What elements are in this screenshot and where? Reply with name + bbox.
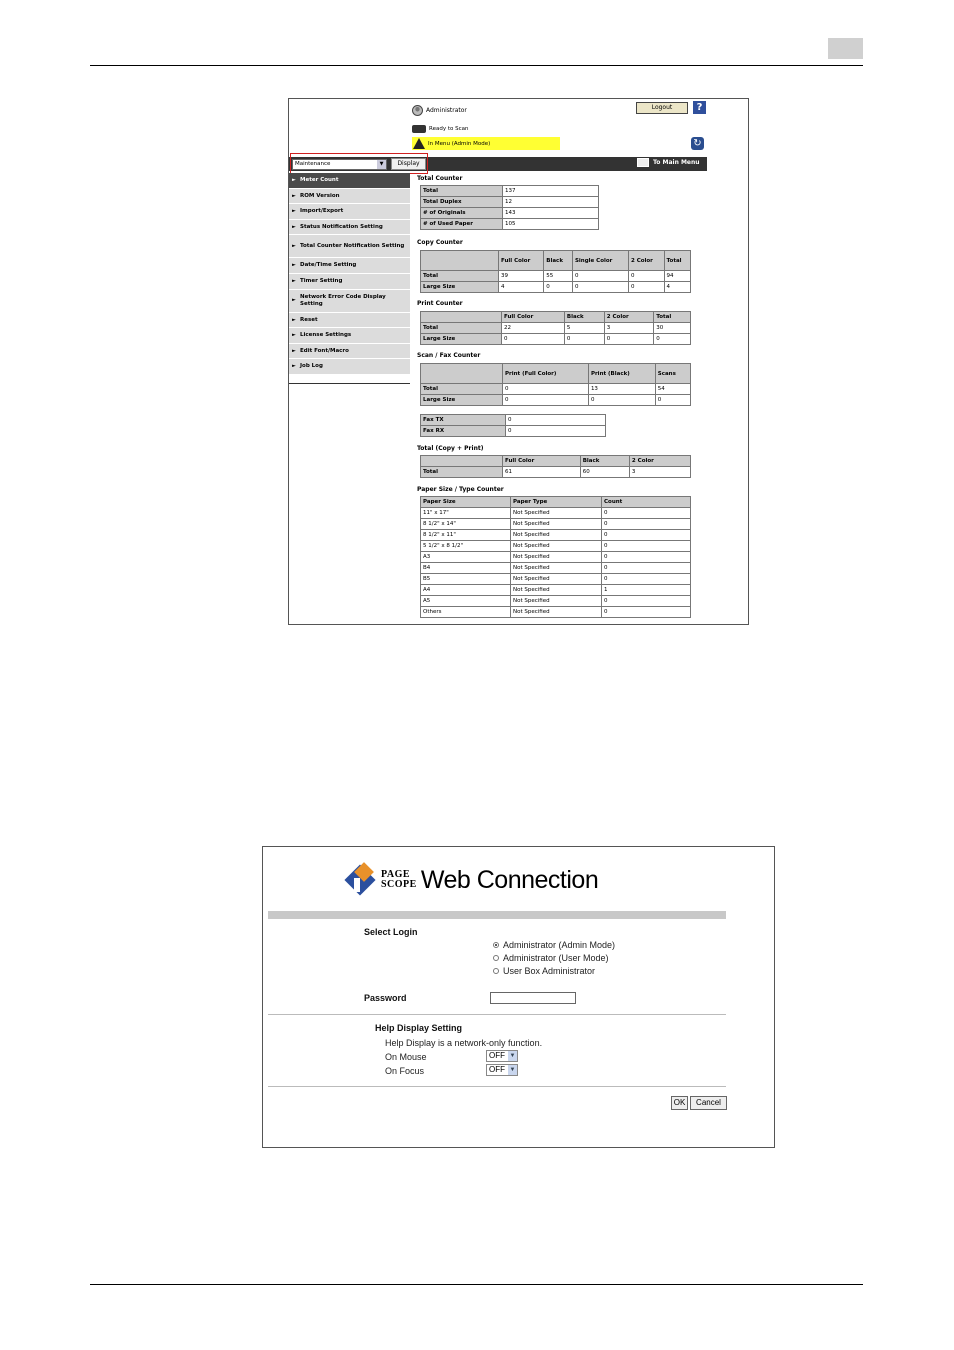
divider: [268, 1014, 726, 1015]
table-cell: 0: [588, 395, 655, 406]
table-cell: 0: [602, 596, 691, 607]
login-option-label: Administrator (Admin Mode): [503, 940, 616, 950]
print-counter-table: [420, 311, 691, 345]
total-counter-title: Total Counter: [417, 175, 463, 182]
copy-counter-table: [420, 250, 691, 293]
page-number-box: [828, 38, 863, 59]
paper-counter-table: [420, 496, 691, 618]
table-cell: Not Specified: [511, 596, 602, 607]
on-mouse-value: OFF: [489, 1051, 505, 1060]
table-cell: 0: [602, 574, 691, 585]
table-row: [421, 519, 691, 530]
total-copy-print-table: [420, 455, 691, 478]
table-header-row: [421, 456, 691, 467]
chevron-down-icon: ▼: [509, 1067, 516, 1073]
help-icon[interactable]: ?: [693, 101, 706, 114]
to-main-menu-link[interactable]: [637, 158, 700, 167]
admin-indicator: [412, 105, 467, 116]
table-cell: 0: [602, 508, 691, 519]
table-cell: Large Size: [421, 395, 503, 406]
help-display-note: Help Display is a network-only function.: [385, 1038, 543, 1048]
table-cell: 0: [655, 395, 690, 406]
sidebar-item-network-error-code[interactable]: ► Network Error Code Display Setting: [289, 290, 410, 313]
table-header: 2 Color: [628, 251, 664, 271]
table-cell: 0: [572, 282, 628, 293]
scan-fax-counter-table: [420, 363, 691, 406]
footer-rule: [90, 1284, 863, 1285]
sidebar-item-meter-count[interactable]: ► Meter Count: [289, 173, 410, 189]
logo-small-text: [381, 870, 417, 890]
total-copy-print-title: Total (Copy + Print): [417, 445, 484, 452]
table-cell: 8 1/2" x 14": [421, 519, 511, 530]
table-cell: 0: [602, 541, 691, 552]
table-cell: 3: [604, 323, 653, 334]
table-cell: Fax TX: [421, 415, 506, 426]
table-header: [421, 251, 499, 271]
pagescope-logo: [349, 865, 598, 895]
table-cell: A3: [421, 552, 511, 563]
to-main-menu-label: To Main Menu: [653, 159, 700, 166]
table-cell: Total: [421, 271, 499, 282]
table-row: [421, 607, 691, 618]
table-cell: 8 1/2" x 11": [421, 530, 511, 541]
login-screenshot: [262, 846, 775, 1148]
select-login-label: Select Login: [364, 927, 418, 937]
logo-web-connection-text: Web Connection: [420, 865, 599, 894]
table-cell: A5: [421, 596, 511, 607]
table-cell: 39: [499, 271, 544, 282]
table-cell: 105: [503, 219, 599, 230]
main-menu-icon: [637, 158, 649, 167]
login-option-user-box-admin[interactable]: [493, 966, 595, 976]
table-row: [421, 282, 691, 293]
highlight-frame: [290, 153, 428, 174]
sidebar-item-job-log[interactable]: ► Job Log: [289, 359, 410, 375]
chevron-down-icon: ▼: [377, 160, 386, 169]
table-cell: 94: [664, 271, 690, 282]
table-row: [421, 563, 691, 574]
table-cell: 0: [503, 395, 589, 406]
admin-label: Administrator: [426, 107, 467, 114]
administrator-icon: [412, 105, 423, 116]
table-header: 2 Color: [604, 312, 653, 323]
table-row: [421, 530, 691, 541]
table-header: Total: [664, 251, 690, 271]
table-cell: 30: [654, 323, 691, 334]
sidebar-item-import-export[interactable]: ► Import/Export: [289, 204, 410, 220]
sidebar-item-license[interactable]: ► License Settings: [289, 328, 410, 344]
table-cell: 0: [628, 282, 664, 293]
table-cell: 4: [499, 282, 544, 293]
logo-scope-text: SCOPE: [381, 879, 417, 890]
meter-count-screenshot: [288, 98, 749, 625]
table-header: [421, 456, 503, 467]
ok-button[interactable]: OK: [671, 1096, 688, 1110]
table-cell: Not Specified: [511, 552, 602, 563]
ready-status: [412, 125, 468, 133]
table-cell: 0: [544, 282, 573, 293]
table-cell: Not Specified: [511, 585, 602, 596]
radio-icon[interactable]: [493, 955, 499, 961]
table-row: [421, 186, 599, 197]
table-cell: 0: [503, 384, 589, 395]
table-cell: Large Size: [421, 282, 499, 293]
table-cell: 137: [503, 186, 599, 197]
sidebar-item-timer[interactable]: ► Timer Setting: [289, 274, 410, 290]
table-cell: 0: [628, 271, 664, 282]
table-header: [421, 364, 503, 384]
table-cell: Total: [421, 384, 503, 395]
table-cell: Not Specified: [511, 563, 602, 574]
table-row: [421, 467, 691, 478]
table-header: Full Color: [502, 312, 565, 323]
on-mouse-label: On Mouse: [385, 1052, 427, 1062]
on-mouse-select[interactable]: [486, 1050, 518, 1062]
sidebar-item-edit-font-macro[interactable]: ► Edit Font/Macro: [289, 344, 410, 360]
sidebar-item-rom-version[interactable]: ► ROM Version: [289, 189, 410, 205]
table-cell: 0: [506, 415, 606, 426]
table-cell: A4: [421, 585, 511, 596]
table-row: [421, 271, 691, 282]
table-header-row: [421, 497, 691, 508]
scan-fax-counter-title: Scan / Fax Counter: [417, 352, 481, 359]
table-cell: 3: [629, 467, 690, 478]
table-header: Black: [544, 251, 573, 271]
table-row: [421, 219, 599, 230]
table-cell: 0: [602, 530, 691, 541]
table-cell: 0: [564, 334, 604, 345]
table-cell: Total: [421, 323, 502, 334]
table-cell: 0: [604, 334, 653, 345]
table-cell: 0: [602, 552, 691, 563]
pagescope-logo-icon: [349, 865, 377, 895]
table-cell: 0: [602, 519, 691, 530]
sidebar: [289, 173, 410, 375]
on-focus-select[interactable]: [486, 1064, 518, 1076]
table-header: Count: [602, 497, 691, 508]
on-focus-value: OFF: [489, 1065, 505, 1074]
table-cell: 0: [602, 563, 691, 574]
table-cell: Not Specified: [511, 519, 602, 530]
fax-table: [420, 414, 606, 437]
logo-page-text: PAGE: [381, 869, 411, 880]
table-cell: 4: [664, 282, 690, 293]
table-cell: B5: [421, 574, 511, 585]
table-cell: Fax RX: [421, 426, 506, 437]
table-row: [421, 508, 691, 519]
table-header: Print (Full Color): [503, 364, 589, 384]
table-header: Print (Black): [588, 364, 655, 384]
table-header: 2 Color: [629, 456, 690, 467]
paper-counter-title: Paper Size / Type Counter: [417, 486, 504, 493]
table-cell: 13: [588, 384, 655, 395]
warning-bar: [412, 137, 560, 150]
radio-icon[interactable]: [493, 968, 499, 974]
table-cell: 55: [544, 271, 573, 282]
print-counter-title: Print Counter: [417, 300, 463, 307]
printer-icon: [412, 125, 426, 133]
table-header: Black: [580, 456, 629, 467]
table-cell: # of Used Paper: [421, 219, 503, 230]
table-header: Paper Size: [421, 497, 511, 508]
table-cell: 5 1/2" x 8 1/2": [421, 541, 511, 552]
sidebar-item-total-counter-notification[interactable]: ► Total Counter Notification Setting: [289, 235, 410, 258]
table-header: Paper Type: [511, 497, 602, 508]
radio-selected-icon[interactable]: [493, 942, 499, 948]
table-header: Full Color: [499, 251, 544, 271]
table-cell: 12: [503, 197, 599, 208]
chevron-down-icon: ▼: [509, 1053, 516, 1059]
table-cell: 0: [654, 334, 691, 345]
table-header: Scans: [655, 364, 690, 384]
table-row: [421, 426, 606, 437]
table-cell: Not Specified: [511, 541, 602, 552]
table-row: [421, 208, 599, 219]
table-row: [421, 323, 691, 334]
sidebar-item-date-time[interactable]: ► Date/Time Setting: [289, 258, 410, 274]
display-button[interactable]: Display: [391, 158, 426, 170]
table-cell: 1: [602, 585, 691, 596]
menu-select-value: Maintenance: [295, 161, 331, 167]
logout-button[interactable]: Logout: [636, 102, 688, 114]
login-option-admin-mode[interactable]: [493, 940, 615, 950]
table-cell: Not Specified: [511, 508, 602, 519]
table-cell: 143: [503, 208, 599, 219]
table-cell: # of Originals: [421, 208, 503, 219]
table-cell: Total: [421, 467, 503, 478]
refresh-icon[interactable]: ↻: [691, 137, 704, 150]
sidebar-divider: [289, 383, 410, 384]
table-cell: Total: [421, 186, 503, 197]
table-cell: 54: [655, 384, 690, 395]
cancel-button[interactable]: Cancel: [690, 1096, 727, 1110]
table-cell: 0: [502, 334, 565, 345]
table-row: [421, 395, 691, 406]
table-cell: 61: [503, 467, 581, 478]
table-row: [421, 334, 691, 345]
table-row: [421, 415, 606, 426]
copy-counter-title: Copy Counter: [417, 239, 463, 246]
table-cell: 0: [506, 426, 606, 437]
login-option-label: User Box Administrator: [503, 966, 596, 976]
help-display-title: Help Display Setting: [375, 1023, 463, 1033]
table-cell: Total Duplex: [421, 197, 503, 208]
table-row: [421, 541, 691, 552]
table-cell: 22: [502, 323, 565, 334]
table-header: [421, 312, 502, 323]
password-label: Password: [364, 993, 407, 1003]
table-header: Total: [654, 312, 691, 323]
table-row: [421, 596, 691, 607]
table-cell: Not Specified: [511, 607, 602, 618]
total-counter-table: [420, 185, 599, 230]
table-cell: Not Specified: [511, 574, 602, 585]
sidebar-item-status-notification[interactable]: ► Status Notification Setting: [289, 220, 410, 236]
warning-text: In Menu (Admin Mode): [428, 140, 491, 147]
table-header-row: [421, 312, 691, 323]
on-focus-label: On Focus: [385, 1066, 425, 1076]
ready-text: Ready to Scan: [429, 126, 469, 132]
table-cell: Not Specified: [511, 530, 602, 541]
table-cell: Large Size: [421, 334, 502, 345]
header-bar: [268, 911, 726, 919]
table-row: [421, 384, 691, 395]
table-cell: B4: [421, 563, 511, 574]
table-row: [421, 574, 691, 585]
login-option-user-mode[interactable]: [493, 953, 609, 963]
header-rule: [90, 65, 863, 66]
table-cell: 5: [564, 323, 604, 334]
table-cell: 60: [580, 467, 629, 478]
table-row: [421, 585, 691, 596]
table-header-row: [421, 251, 691, 271]
table-cell: 0: [572, 271, 628, 282]
table-row: [421, 552, 691, 563]
password-input[interactable]: [490, 992, 576, 1004]
divider: [268, 1086, 726, 1087]
table-header: Black: [564, 312, 604, 323]
table-cell: 11" x 17": [421, 508, 511, 519]
table-row: [421, 197, 599, 208]
table-cell: Others: [421, 607, 511, 618]
table-cell: 0: [602, 607, 691, 618]
sidebar-item-reset[interactable]: ► Reset: [289, 313, 410, 329]
warning-icon: [413, 138, 425, 149]
login-option-label: Administrator (User Mode): [503, 953, 609, 963]
table-header-row: [421, 364, 691, 384]
table-header: Full Color: [503, 456, 581, 467]
table-header: Single Color: [572, 251, 628, 271]
